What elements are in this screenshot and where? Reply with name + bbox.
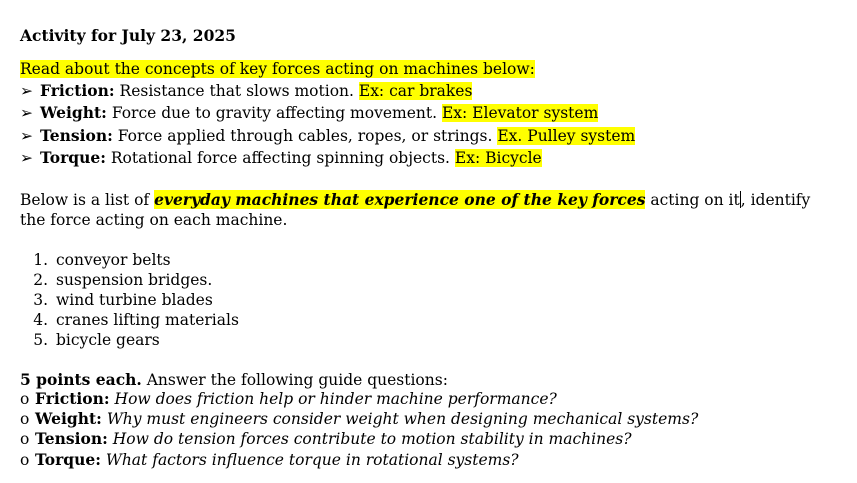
list-number: 1. (33, 251, 48, 269)
force-term: Tension: (40, 126, 113, 145)
guide-lead-bold: 5 points each. (20, 370, 142, 389)
title-text: Activity for July 23, 2025 (20, 26, 236, 45)
arrow-bullet-icon: ➢ (20, 104, 33, 122)
machine-text: cranes lifting materials (56, 311, 239, 329)
paragraph-emphasis: everyday machines that experience one of the key forces (154, 190, 646, 209)
paragraph-line-2 (20, 210, 287, 230)
machine-list-item (20, 270, 212, 290)
guide-question (20, 409, 698, 429)
intro-line (20, 59, 535, 79)
machine-text: wind turbine blades (56, 291, 213, 309)
question-text: How does friction help or hinder machine performance? (114, 390, 557, 408)
force-desc: Rotational force affecting spinning objects. (105, 149, 455, 167)
guide-question (20, 389, 557, 409)
force-desc: Resistance that slows motion. (114, 82, 359, 100)
arrow-bullet-icon: ➢ (20, 127, 33, 145)
question-text: How do tension forces contribute to motion stability in machines? (112, 430, 632, 448)
force-item-tension (20, 126, 635, 146)
paragraph-after-a: acting on it (645, 191, 740, 209)
question-term: Weight: (35, 409, 102, 428)
force-example: Ex: Elevator system (441, 104, 599, 122)
question-term: Torque: (35, 450, 101, 469)
question-term: Tension: (35, 429, 108, 448)
guide-lead (20, 370, 448, 390)
force-term: Friction: (40, 81, 115, 100)
guide-lead-rest: Answer the following guide questions: (141, 371, 448, 389)
force-item-friction (20, 81, 472, 101)
question-text: Why must engineers consider weight when designing mechanical systems? (106, 410, 699, 428)
list-number: 4. (33, 311, 48, 329)
machine-list-item (20, 310, 239, 330)
machine-text: bicycle gears (56, 331, 160, 349)
machine-list-item (20, 290, 213, 310)
circle-bullet-icon: o (20, 390, 30, 408)
force-item-torque (20, 148, 542, 168)
force-example: Ex: Bicycle (454, 149, 542, 167)
question-term: Friction: (35, 389, 110, 408)
paragraph-after-b: , identify (740, 191, 811, 209)
paragraph-before: Below is a list of (20, 191, 155, 209)
machine-text: suspension bridges. (56, 271, 213, 289)
question-text: What factors influence torque in rotational systems? (105, 451, 519, 469)
list-number: 2. (33, 271, 48, 289)
paragraph-line-1 (20, 190, 810, 210)
machine-text: conveyor belts (56, 251, 171, 269)
arrow-bullet-icon: ➢ (20, 149, 33, 167)
arrow-bullet-icon: ➢ (20, 82, 33, 100)
force-desc: Force due to gravity affecting movement. (106, 104, 442, 122)
force-item-weight (20, 103, 598, 123)
guide-question (20, 429, 632, 449)
force-example: Ex. Pulley system (497, 127, 636, 145)
guide-question (20, 450, 519, 470)
force-desc: Force applied through cables, ropes, or strings. (112, 127, 498, 145)
circle-bullet-icon: o (20, 451, 30, 469)
force-term: Torque: (40, 148, 106, 167)
machine-list-item (20, 330, 160, 350)
intro-text: Read about the concepts of key forces acting on machines below: (20, 60, 535, 78)
list-number: 3. (33, 291, 48, 309)
paragraph-line2: the force acting on each machine. (20, 211, 288, 229)
circle-bullet-icon: o (20, 410, 30, 428)
force-example: Ex: car brakes (358, 82, 473, 100)
machine-list-item (20, 250, 171, 270)
circle-bullet-icon: o (20, 430, 30, 448)
list-number: 5. (33, 331, 48, 349)
activity-title (20, 26, 236, 46)
force-term: Weight: (40, 103, 107, 122)
